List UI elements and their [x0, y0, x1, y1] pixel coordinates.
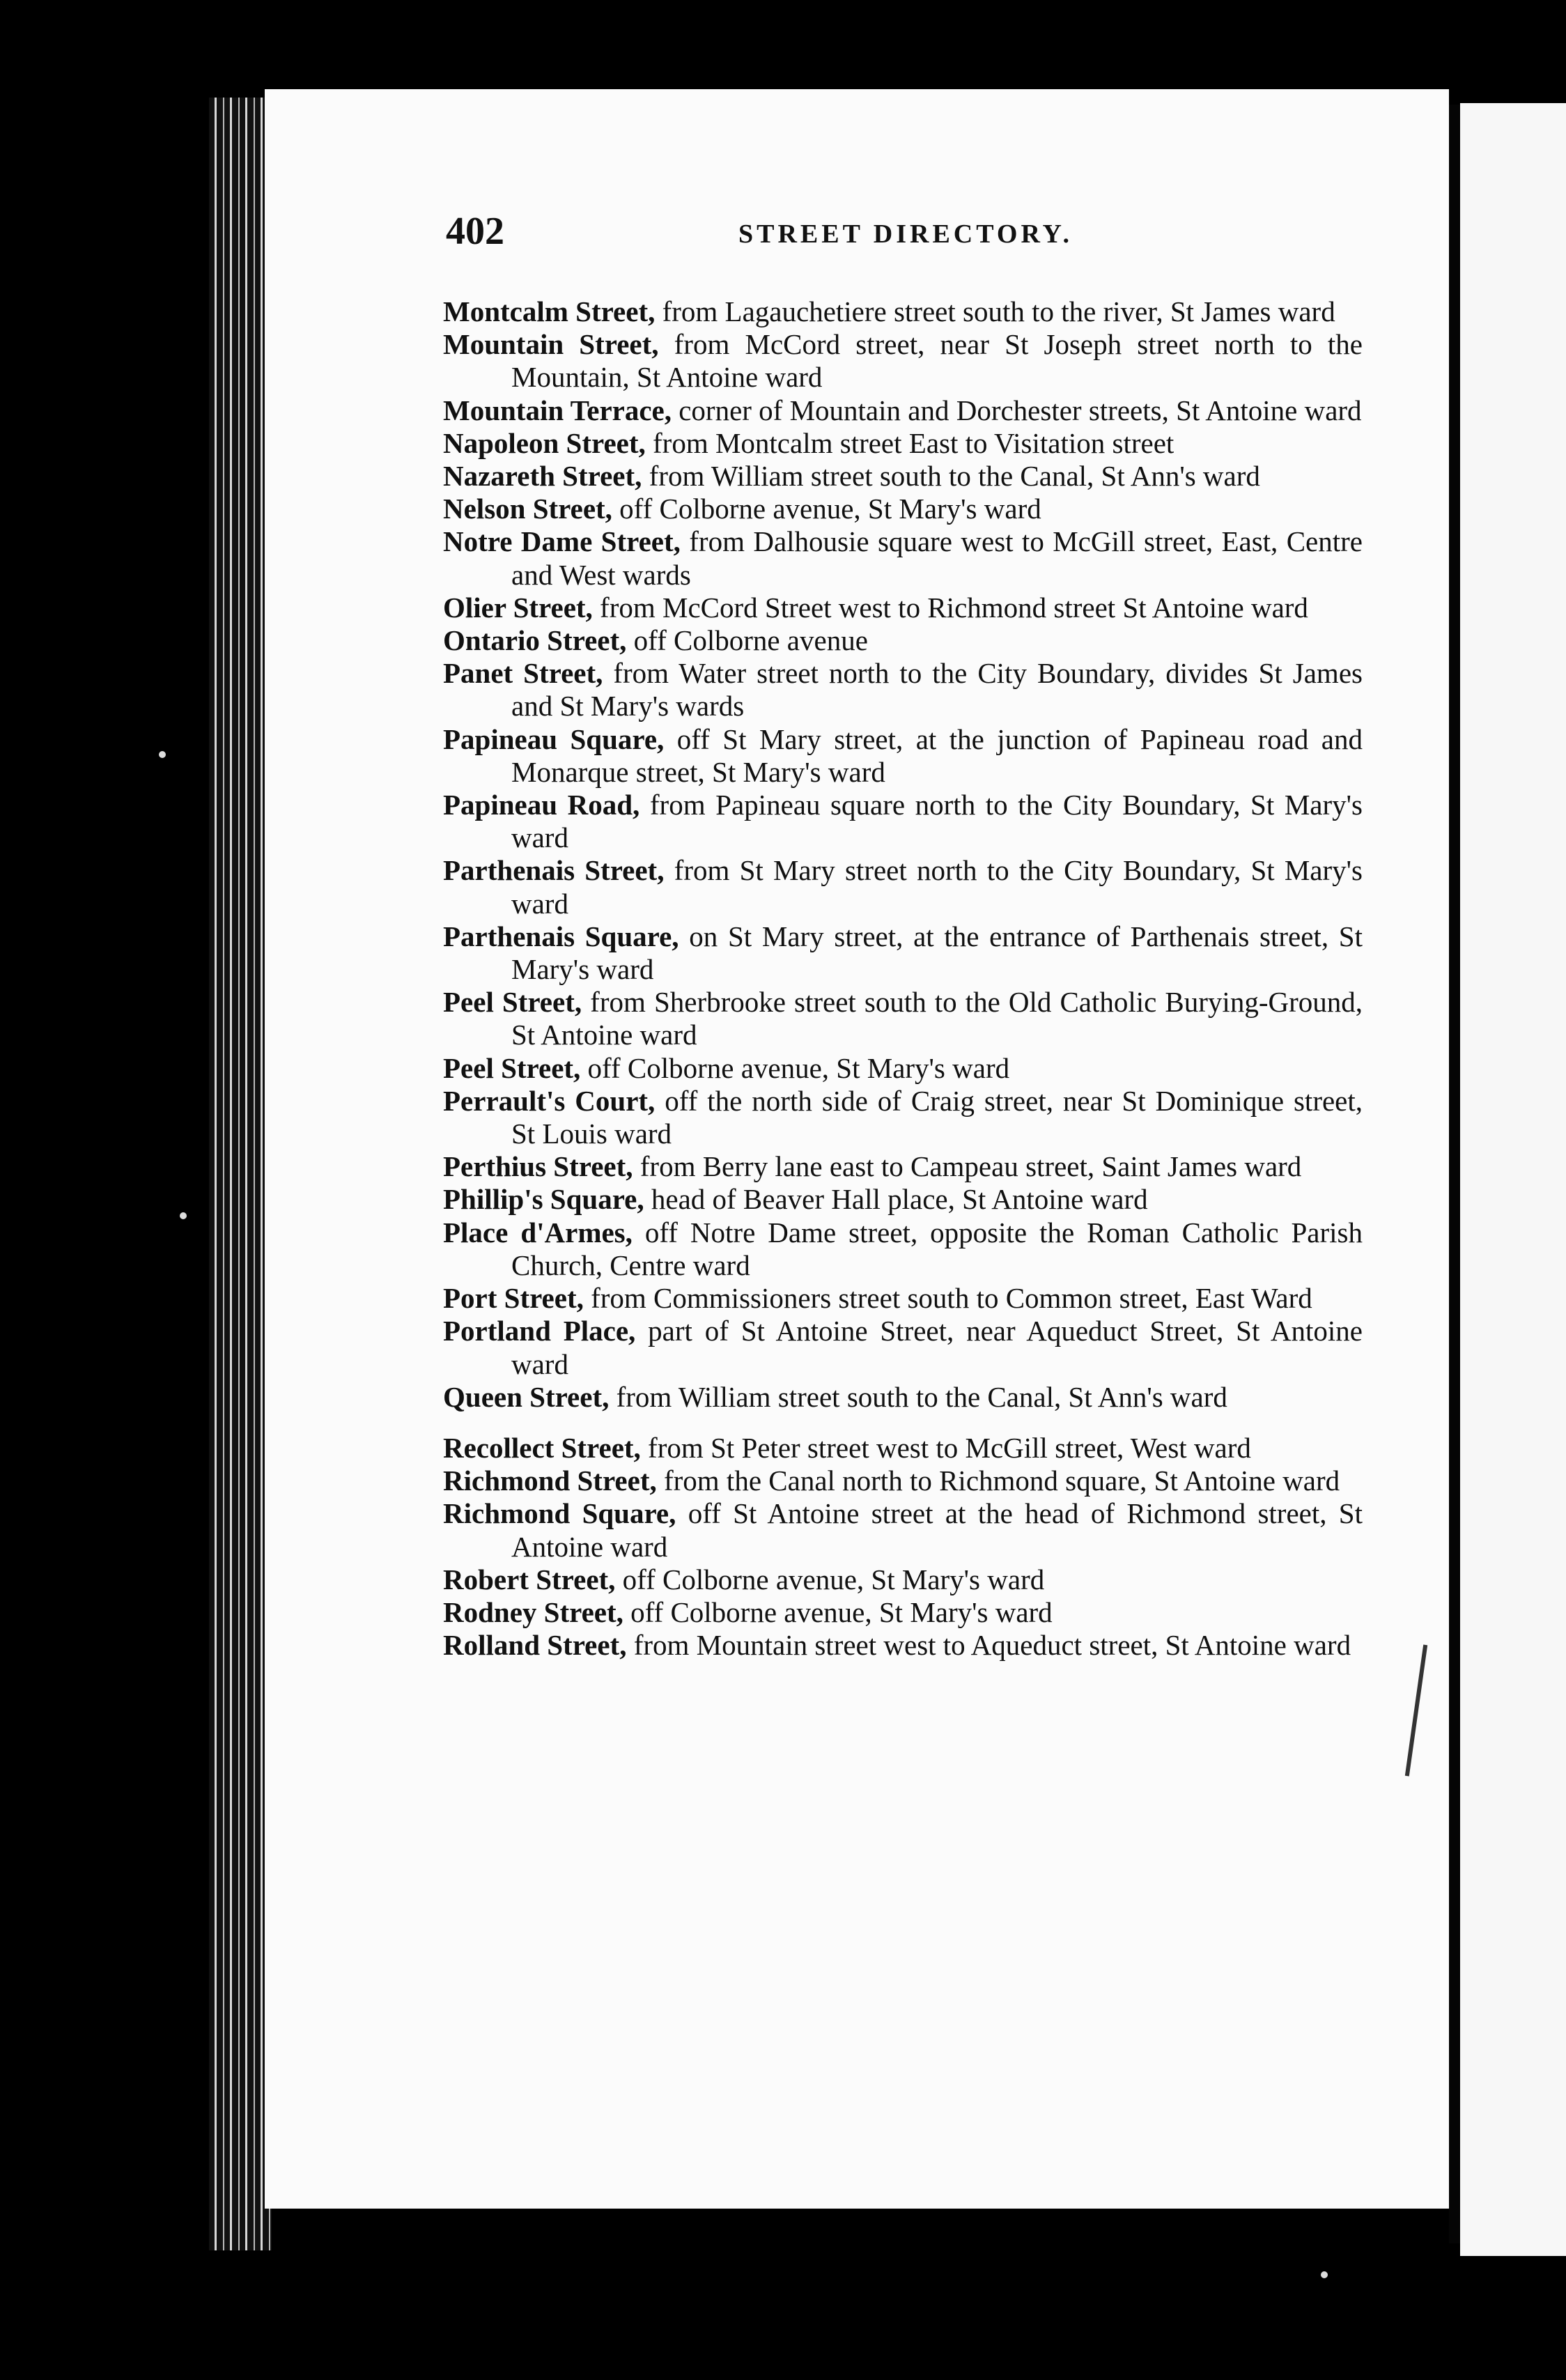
- street-description: from William street south to the Canal, St Ann's ward: [609, 1380, 1227, 1413]
- street-description: from the Canal north to Richmond square, St Antoine ward: [656, 1465, 1340, 1497]
- directory-entry: [443, 592, 1363, 624]
- page-number: 402: [446, 210, 504, 253]
- street-description: from Berry lane east to Campeau street, Saint James ward: [633, 1150, 1302, 1183]
- street-description: off St Antoine street at the head of Richmond street, St Antoine ward: [511, 1497, 1363, 1563]
- directory-entry: [443, 525, 1363, 591]
- directory-entry: [443, 460, 1363, 493]
- street-name: Rolland Street,: [443, 1629, 627, 1662]
- street-name: Papineau Square,: [443, 722, 665, 755]
- directory-entry: [443, 1315, 1363, 1380]
- directory-entry: [443, 723, 1363, 789]
- street-name: Recollect Street,: [443, 1431, 641, 1464]
- street-name: Port Street,: [443, 1282, 584, 1315]
- street-description: from Sherbrooke street south to the Old Catholic Burying-Ground, St Antoine ward: [511, 986, 1363, 1051]
- street-description: from Papineau square north to the City Boundary, St Mary's ward: [511, 789, 1363, 854]
- street-name: Papineau Road,: [443, 789, 640, 821]
- street-name: Ontario Street,: [443, 624, 627, 657]
- directory-entry: [443, 1596, 1363, 1629]
- street-name: Parthenais Square,: [443, 920, 679, 952]
- street-description: from McCord street, near St Joseph street north to the Mountain, St Antoine ward: [511, 328, 1363, 394]
- street-description: off Colborne avenue, St Mary's ward: [615, 1563, 1045, 1595]
- directory-entry: [443, 657, 1363, 722]
- street-name: Perrault's Court,: [443, 1084, 656, 1117]
- dust-speck: [159, 751, 166, 758]
- directory-entry: [443, 1465, 1363, 1497]
- directory-entry: [443, 394, 1363, 427]
- page-header: [446, 209, 1379, 265]
- street-name: Montcalm Street,: [443, 295, 656, 327]
- directory-entry: [443, 624, 1363, 657]
- street-description: off St Mary street, at the junction of Papineau road and Monarque street, St Mary's ward: [511, 722, 1363, 788]
- street-name: Napoleon Street,: [443, 426, 646, 459]
- directory-entry: [443, 1381, 1363, 1414]
- street-description: off Colborne avenue, St Mary's ward: [612, 493, 1041, 525]
- book-spine-edge: [209, 98, 272, 2250]
- dust-speck: [1321, 2271, 1328, 2278]
- street-name: Phillip's Square,: [443, 1183, 644, 1216]
- directory-entry: [443, 986, 1363, 1051]
- street-description: from Mountain street west to Aqueduct street, St Antoine ward: [626, 1629, 1351, 1662]
- street-description: from McCord Street west to Richmond street St Antoine ward: [592, 591, 1308, 624]
- street-name: Mountain Street,: [443, 328, 659, 361]
- directory-entry: [443, 854, 1363, 920]
- directory-entry: [443, 1052, 1363, 1085]
- directory-entry: [443, 328, 1363, 394]
- street-name: Nelson Street,: [443, 493, 612, 525]
- street-name: Peel Street,: [443, 986, 582, 1019]
- street-description: from St Peter street west to McGill street, West ward: [640, 1431, 1251, 1464]
- street-description: from Lagauchetiere street south to the river, St James ward: [655, 295, 1335, 327]
- street-name: Peel Street,: [443, 1051, 581, 1084]
- directory-entry: [443, 1432, 1363, 1465]
- directory-entry: [443, 427, 1363, 460]
- street-name: Queen Street,: [443, 1380, 610, 1413]
- street-name: Mountain Terrace,: [443, 394, 672, 426]
- directory-entries: [443, 295, 1363, 1662]
- directory-entry: [443, 1497, 1363, 1563]
- directory-entry: [443, 1085, 1363, 1150]
- street-name: Notre Dame Street,: [443, 525, 681, 558]
- directory-entry: [443, 1563, 1363, 1596]
- directory-entry: [443, 1183, 1363, 1216]
- directory-entry: [443, 1282, 1363, 1315]
- directory-entry: [443, 789, 1363, 854]
- street-name: Robert Street,: [443, 1563, 616, 1595]
- street-name: Richmond Street,: [443, 1465, 657, 1497]
- street-description: part of St Antoine Street, near Aqueduct Street, St Antoine ward: [511, 1315, 1363, 1380]
- directory-entry: [443, 1216, 1363, 1282]
- directory-entry: [443, 1150, 1363, 1183]
- street-description: from Montcalm street East to Visitation street: [645, 426, 1174, 459]
- directory-entry: [443, 1629, 1363, 1662]
- book-gutter: [1449, 105, 1460, 2243]
- street-name: Perthius Street,: [443, 1150, 633, 1183]
- street-description: head of Beaver Hall place, St Antoine ward: [644, 1183, 1148, 1216]
- street-description: from Water street north to the City Boundary, divides St James and St Mary's wards: [511, 657, 1363, 722]
- street-description: on St Mary street, at the entrance of Parthenais street, St Mary's ward: [511, 920, 1363, 986]
- street-description: from William street south to the Canal, St Ann's ward: [642, 460, 1260, 493]
- street-description: from St Mary street north to the City Boundary, St Mary's ward: [511, 854, 1363, 920]
- street-name: Place d'Armes,: [443, 1216, 633, 1249]
- directory-entry: [443, 295, 1363, 328]
- facing-page: [1460, 103, 1566, 2256]
- street-description: off Colborne avenue: [626, 624, 868, 657]
- dust-speck: [180, 1212, 187, 1219]
- street-description: off Notre Dame street, opposite the Roman Catholic Parish Church, Centre ward: [511, 1216, 1363, 1281]
- street-name: Nazareth Street,: [443, 460, 642, 493]
- street-description: corner of Mountain and Dorchester streets, St Antoine ward: [671, 394, 1362, 426]
- street-description: off the north side of Craig street, near St Dominique street, St Louis ward: [511, 1084, 1363, 1150]
- street-name: Parthenais Street,: [443, 854, 665, 887]
- street-name: Portland Place,: [443, 1315, 636, 1347]
- street-description: off Colborne avenue, St Mary's ward: [580, 1051, 1010, 1084]
- street-description: from Dalhousie square west to McGill street, East, Centre and West wards: [511, 525, 1363, 591]
- directory-entry: [443, 493, 1363, 525]
- street-name: Olier Street,: [443, 591, 593, 624]
- directory-entry: [443, 920, 1363, 986]
- street-description: from Commissioners street south to Common street, East Ward: [583, 1282, 1312, 1315]
- street-name: Rodney Street,: [443, 1595, 623, 1628]
- street-name: Richmond Square,: [443, 1497, 676, 1530]
- street-description: off Colborne avenue, St Mary's ward: [623, 1595, 1053, 1628]
- street-name: Panet Street,: [443, 657, 603, 690]
- running-title: STREET DIRECTORY.: [738, 219, 1073, 249]
